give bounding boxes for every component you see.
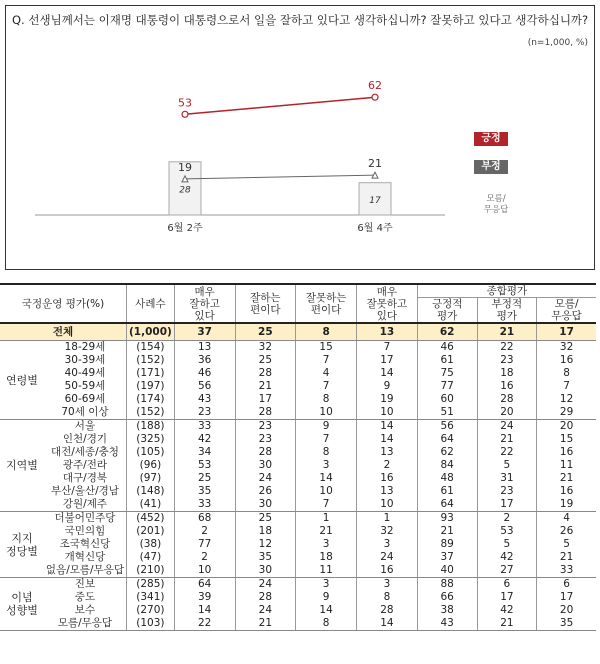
table-row: [0, 354, 596, 367]
table-cell: 5: [477, 538, 537, 551]
table-cell: 8: [296, 323, 357, 341]
table-cell: 89: [417, 538, 477, 551]
table-cell: 17: [235, 393, 296, 406]
row-n: (270): [126, 604, 174, 617]
row-n: (197): [126, 380, 174, 393]
row-label: 조국혁신당: [59, 538, 111, 550]
table-cell: 19: [357, 393, 418, 406]
table-row: [0, 380, 596, 393]
table-cell: 8: [296, 446, 357, 459]
table-cell: 62: [417, 446, 477, 459]
table-cell: 14: [357, 433, 418, 446]
table-cell: 8: [537, 367, 596, 380]
row-label: 부산/울산/경남: [50, 485, 119, 497]
table-row: [0, 512, 596, 526]
table-cell: 93: [417, 512, 477, 526]
table-cell: 6: [477, 578, 537, 592]
table-cell: 48: [417, 472, 477, 485]
table-cell: 17: [477, 498, 537, 512]
table-cell: 9: [296, 420, 357, 434]
table-cell: 2: [174, 525, 235, 538]
group-label-line: 성향별: [6, 604, 38, 617]
table-cell: 12: [537, 393, 596, 406]
table-cell: 26: [235, 485, 296, 498]
row-label: 40-49세: [64, 367, 106, 379]
table-cell: 21: [235, 617, 296, 631]
legend-positive: 긍정: [474, 132, 508, 146]
table-cell: 16: [537, 446, 596, 459]
table-cell: 7: [296, 354, 357, 367]
table-cell: 15: [537, 433, 596, 446]
table-cell: 25: [235, 323, 296, 341]
legend-negative: 부정: [474, 160, 508, 174]
table-cell: 42: [174, 433, 235, 446]
table-cell: 16: [477, 380, 537, 393]
row-n: (154): [126, 341, 174, 355]
table-cell: 7: [296, 498, 357, 512]
table-cell: 35: [235, 551, 296, 564]
row-label: 진보: [74, 578, 96, 590]
row-n: (105): [126, 446, 174, 459]
table-cell: 21: [477, 323, 537, 341]
table-row-total: [0, 323, 596, 341]
table-cell: 42: [477, 551, 537, 564]
table-row: [0, 406, 596, 420]
table-cell: 39: [174, 591, 235, 604]
table-cell: 28: [235, 591, 296, 604]
table-cell: 25: [235, 354, 296, 367]
table-cell: 35: [537, 617, 596, 631]
table-cell: 9: [296, 591, 357, 604]
header-bad: 잘못하는 편이다: [296, 284, 357, 323]
table-cell: 46: [174, 367, 235, 380]
header-n: 사례수: [126, 284, 174, 323]
table-cell: 17: [537, 591, 596, 604]
table-cell: 14: [357, 420, 418, 434]
table-cell: 32: [537, 341, 596, 355]
table-cell: 16: [357, 472, 418, 485]
table-cell: 14: [296, 472, 357, 485]
row-label: 60-69세: [64, 393, 106, 405]
table-row: [0, 591, 596, 604]
row-n: (285): [126, 578, 174, 592]
question-text: Q. 선생님께서는 이재명 대통령이 대통령으로서 일을 잘하고 있다고 생각하십니까? 잘못하고 있다고 생각하십니까?: [12, 13, 589, 27]
table-cell: 16: [357, 564, 418, 578]
data-label-negative: 19: [178, 160, 192, 174]
group-label: [0, 578, 44, 631]
row-n: (188): [126, 420, 174, 434]
row-n: (210): [126, 564, 174, 578]
table-cell: 10: [174, 564, 235, 578]
table-cell: 23: [235, 433, 296, 446]
table-cell: 16: [537, 354, 596, 367]
table-cell: 2: [357, 459, 418, 472]
table-row: [0, 485, 596, 498]
table-row: [0, 604, 596, 617]
table-cell: 20: [537, 604, 596, 617]
table-row: [0, 420, 596, 434]
row-n: (341): [126, 591, 174, 604]
table-cell: 1: [357, 512, 418, 526]
table-cell: 18: [235, 525, 296, 538]
table-row: [0, 446, 596, 459]
row-label: 70세 이상: [44, 406, 127, 420]
table-cell: 43: [417, 617, 477, 631]
table-cell: 21: [537, 551, 596, 564]
table-cell: 35: [174, 485, 235, 498]
table-cell: 4: [537, 512, 596, 526]
row-n: (41): [126, 498, 174, 512]
table-row: [0, 341, 596, 355]
table-cell: 27: [477, 564, 537, 578]
table-cell: 10: [357, 406, 418, 420]
data-label-negative: 21: [368, 157, 382, 171]
table-cell: 30: [235, 564, 296, 578]
table-cell: 15: [296, 341, 357, 355]
table-cell: 28: [235, 367, 296, 380]
survey-table: [0, 283, 596, 631]
table-cell: 23: [477, 485, 537, 498]
row-label: 국민의힘: [64, 525, 106, 537]
table-cell: 23: [477, 354, 537, 367]
table-cell: 17: [477, 591, 537, 604]
table-cell: 84: [417, 459, 477, 472]
row-n: (103): [126, 617, 174, 631]
table-cell: 30: [235, 498, 296, 512]
table-cell: 18: [477, 367, 537, 380]
row-label: 개혁신당: [64, 551, 106, 563]
table-cell: 32: [235, 341, 296, 355]
legend-dont-know: [476, 194, 516, 216]
table-cell: 13: [357, 323, 418, 341]
table-row: [0, 551, 596, 564]
table-cell: 14: [357, 617, 418, 631]
table-row: [0, 525, 596, 538]
x-tick-label: 6월 4주: [357, 223, 393, 234]
table-cell: 2: [174, 551, 235, 564]
table-cell: 19: [537, 498, 596, 512]
sample-note: (n=1,000, %): [527, 38, 588, 48]
table-cell: 53: [174, 459, 235, 472]
row-n: (97): [126, 472, 174, 485]
table-cell: 88: [417, 578, 477, 592]
table-cell: 32: [357, 525, 418, 538]
group-label: [0, 420, 44, 512]
row-label: 더불어민주당: [54, 512, 116, 524]
row-n: (47): [126, 551, 174, 564]
table-cell: 64: [417, 498, 477, 512]
table-cell: 3: [296, 538, 357, 551]
table-cell: 37: [174, 323, 235, 341]
table-cell: 4: [296, 367, 357, 380]
table-row: [0, 367, 596, 380]
table-cell: 10: [296, 406, 357, 420]
series-line-negative: [185, 175, 375, 179]
table-cell: 51: [417, 406, 477, 420]
bar-label: 28: [179, 185, 191, 196]
table-cell: 62: [417, 323, 477, 341]
data-label-positive: 62: [368, 79, 382, 93]
table-cell: 22: [477, 446, 537, 459]
table-cell: 29: [537, 406, 596, 420]
table-cell: 28: [235, 446, 296, 459]
table-cell: 64: [417, 433, 477, 446]
table-row: [0, 472, 596, 485]
table-cell: 77: [417, 380, 477, 393]
row-label: 광주/전라: [62, 459, 107, 471]
table-row: [0, 459, 596, 472]
row-label: 없음/모름/무응답: [44, 564, 127, 578]
table-cell: 13: [357, 485, 418, 498]
table-row: [0, 538, 596, 551]
table-cell: 10: [357, 498, 418, 512]
table-cell: 14: [174, 604, 235, 617]
table-cell: 5: [477, 459, 537, 472]
table-cell: 42: [477, 604, 537, 617]
row-label: 30-39세: [64, 354, 106, 366]
x-tick-label: 6월 2주: [167, 223, 203, 234]
table-cell: 20: [537, 420, 596, 434]
table-cell: 17: [537, 323, 596, 341]
table-cell: 12: [235, 538, 296, 551]
table-cell: 24: [235, 604, 296, 617]
table-cell: 7: [296, 433, 357, 446]
row-label: 강원/제주: [44, 498, 127, 512]
table-cell: 24: [235, 578, 296, 592]
table-cell: 21: [537, 472, 596, 485]
table-cell: 2: [477, 512, 537, 526]
table-cell: 28: [477, 393, 537, 406]
table-cell: 60: [417, 393, 477, 406]
header-very-good: 매우 잘하고 있다: [174, 284, 235, 323]
table-cell: 23: [174, 406, 235, 420]
table-cell: 13: [174, 341, 235, 355]
table-cell: 25: [174, 472, 235, 485]
table-row: [0, 393, 596, 406]
table-cell: 36: [174, 354, 235, 367]
row-label: 50-59세: [64, 380, 106, 392]
table-cell: 22: [477, 341, 537, 355]
table-cell: 13: [357, 446, 418, 459]
legend-dk-line1: 모름/: [486, 194, 506, 204]
row-n: (152): [126, 354, 174, 367]
table-cell: 21: [477, 617, 537, 631]
row-n: (325): [126, 433, 174, 446]
table-cell: 34: [174, 446, 235, 459]
point-positive: [372, 94, 378, 100]
group-label-line: 연령별: [6, 373, 38, 387]
table-cell: 8: [296, 617, 357, 631]
row-n: (171): [126, 367, 174, 380]
header-negative: 부정적 평가: [477, 298, 537, 324]
header-category: 국정운영 평가(%): [0, 284, 126, 323]
table-cell: 24: [477, 420, 537, 434]
table-cell: 46: [417, 341, 477, 355]
series-line-positive: [185, 97, 375, 114]
row-n: (1,000): [126, 323, 174, 341]
table-cell: 68: [174, 512, 235, 526]
header-very-bad: 매우 잘못하고 있다: [357, 284, 418, 323]
table-cell: 11: [296, 564, 357, 578]
row-label: 18-29세: [64, 341, 106, 353]
header-good: 잘하는 편이다: [235, 284, 296, 323]
header-summary: 종합평가: [417, 284, 596, 298]
row-n: (201): [126, 525, 174, 538]
table-cell: 22: [174, 617, 235, 631]
table-row: [0, 564, 596, 578]
table-cell: 56: [417, 420, 477, 434]
trend-chart: [5, 5, 465, 250]
row-n: (174): [126, 393, 174, 406]
table-row: [0, 433, 596, 446]
row-n: (452): [126, 512, 174, 526]
header-dont-know: 모름/ 무응답: [537, 298, 596, 324]
table-cell: 7: [537, 380, 596, 393]
table-cell: 75: [417, 367, 477, 380]
group-label-line: 지역별: [6, 459, 38, 472]
table-cell: 64: [174, 578, 235, 592]
table-cell: 40: [417, 564, 477, 578]
table-cell: 21: [235, 380, 296, 393]
table-cell: 37: [417, 551, 477, 564]
table-cell: 1: [296, 512, 357, 526]
table-cell: 3: [357, 578, 418, 592]
row-n: (148): [126, 485, 174, 498]
table-cell: 3: [357, 538, 418, 551]
bar-label: 17: [369, 195, 381, 206]
table-cell: 56: [174, 380, 235, 393]
table-cell: 6: [537, 578, 596, 592]
row-n: (38): [126, 538, 174, 551]
table-cell: 53: [477, 525, 537, 538]
table-cell: 30: [235, 459, 296, 472]
table-cell: 16: [537, 485, 596, 498]
table-cell: 43: [174, 393, 235, 406]
group-label: [0, 341, 44, 420]
row-label: 전체: [0, 323, 126, 341]
row-label: 대구/경북: [62, 472, 107, 484]
row-label: 대전/세종/충청: [50, 446, 119, 458]
row-n: (152): [126, 406, 174, 420]
table-cell: 3: [296, 578, 357, 592]
row-label: 중도: [74, 591, 96, 603]
table-cell: 8: [296, 393, 357, 406]
table-cell: 31: [477, 472, 537, 485]
table-row: [0, 617, 596, 631]
table-cell: 18: [296, 551, 357, 564]
row-label: 보수: [74, 604, 96, 616]
group-label-line: 이념: [11, 591, 33, 604]
table-cell: 9: [357, 380, 418, 393]
table-cell: 24: [235, 472, 296, 485]
table-cell: 23: [235, 420, 296, 434]
header-positive: 긍정적 평가: [417, 298, 477, 324]
table-cell: 3: [296, 459, 357, 472]
table-cell: 33: [537, 564, 596, 578]
row-label: 모름/무응답: [44, 617, 127, 631]
table-cell: 17: [357, 354, 418, 367]
table-cell: 10: [296, 485, 357, 498]
table-cell: 21: [296, 525, 357, 538]
row-label: 서울: [74, 420, 96, 432]
table-cell: 38: [417, 604, 477, 617]
group-label: [0, 512, 44, 578]
table-cell: 7: [296, 380, 357, 393]
row-n: (96): [126, 459, 174, 472]
table-cell: 26: [537, 525, 596, 538]
table-cell: 24: [357, 551, 418, 564]
group-label-line: 정당별: [6, 544, 38, 558]
row-label: 인천/경기: [62, 433, 107, 445]
table-cell: 25: [235, 512, 296, 526]
table-cell: 77: [174, 538, 235, 551]
table-cell: 8: [357, 591, 418, 604]
data-label-positive: 53: [178, 96, 192, 110]
table-cell: 61: [417, 485, 477, 498]
table-cell: 28: [235, 406, 296, 420]
table-cell: 20: [477, 406, 537, 420]
table-row: [0, 498, 596, 512]
group-label-line: 지지: [11, 531, 33, 545]
table-cell: 28: [357, 604, 418, 617]
table-cell: 5: [537, 538, 596, 551]
point-positive: [182, 111, 188, 117]
table-cell: 14: [357, 367, 418, 380]
table-row: [0, 578, 596, 592]
table-cell: 7: [357, 341, 418, 355]
table-cell: 21: [477, 433, 537, 446]
table-cell: 14: [296, 604, 357, 617]
table-cell: 66: [417, 591, 477, 604]
table-cell: 61: [417, 354, 477, 367]
table-cell: 33: [174, 498, 235, 512]
table-cell: 33: [174, 420, 235, 434]
table-cell: 11: [537, 459, 596, 472]
legend-dk-line2: 무응답: [483, 205, 509, 215]
table-cell: 21: [417, 525, 477, 538]
